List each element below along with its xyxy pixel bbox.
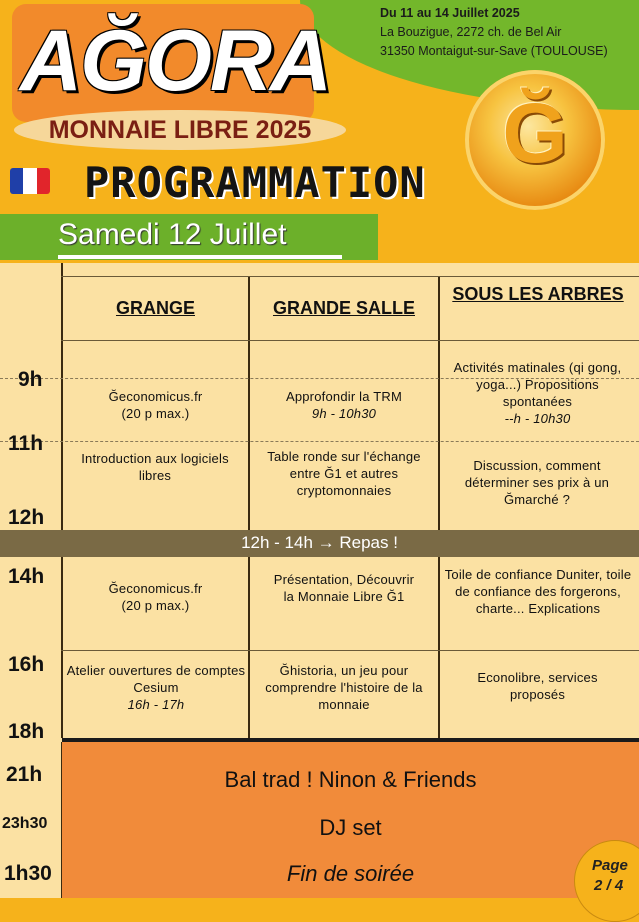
logo-subtitle: MONNAIE LIBRE 2025 xyxy=(48,116,312,144)
session-cell: Ğhistoria, un jeu pour comprendre l'histoire de la monnaie xyxy=(265,663,423,712)
row-divider xyxy=(61,276,639,277)
session-title: Approfondir la TRM xyxy=(285,389,403,404)
hour-label: 21h xyxy=(6,763,43,786)
hour-label: 18h xyxy=(8,720,45,743)
hour-label: 9h xyxy=(18,368,43,391)
session-title: Ğeconomicus.fr xyxy=(108,389,203,404)
hour-guide xyxy=(0,441,639,442)
hour-label: 14h xyxy=(8,565,45,588)
session-title: Activités matinales (qi gong, yoga...) Propositions spontanées xyxy=(453,360,622,409)
row-divider xyxy=(61,340,639,341)
logo-title: AĞORA xyxy=(20,13,331,109)
event-address-line1: La Bouzigue, 2272 ch. de Bel Air xyxy=(380,25,562,39)
hour-label: 16h xyxy=(8,653,45,676)
session-title: Atelier ouvertures de comptes Cesium xyxy=(66,663,246,695)
page-title: PROGRAMMATION xyxy=(84,158,426,207)
evening-divider xyxy=(62,738,639,742)
page-label: Page xyxy=(592,857,628,874)
session-title: Ğeconomicus.fr xyxy=(108,581,203,596)
day-title: Samedi 12 Juillet xyxy=(58,218,287,251)
session-note: (20 p max.) xyxy=(121,598,190,613)
session-cell: Discussion, comment déterminer ses prix à un Ğmarché ? xyxy=(464,458,610,507)
column-header-grande-salle: GRANDE SALLE xyxy=(272,298,415,318)
session-cell xyxy=(440,359,635,427)
evening-event: Fin de soirée xyxy=(286,861,415,886)
session-note: (20 p max.) xyxy=(121,406,190,421)
session-cell: Econolibre, services proposés xyxy=(477,670,598,702)
session-cell: Introduction aux logiciels libres xyxy=(81,451,229,483)
session-cell: Table ronde sur l'échange entre Ğ1 et autres cryptomonnaies xyxy=(267,449,421,498)
row-divider xyxy=(61,650,639,651)
event-address-line2: 31350 Montaigut-sur-Save (TOULOUSE) xyxy=(380,44,608,58)
session-cell xyxy=(250,388,438,422)
hour-label: 12h xyxy=(8,506,45,529)
hour-label: 1h30 xyxy=(4,862,52,885)
session-time: 16h - 17h xyxy=(127,697,185,712)
page-number: 2 / 4 xyxy=(594,877,624,894)
session-cell xyxy=(63,388,248,422)
evening-event: Bal trad ! Ninon & Friends xyxy=(224,767,477,792)
event-info xyxy=(380,4,608,61)
hour-label: 11h xyxy=(8,432,44,455)
event-dates: Du 11 au 14 Juillet 2025 xyxy=(380,6,520,20)
evening-event: DJ set xyxy=(319,815,382,840)
session-cell xyxy=(63,580,248,614)
session-cell xyxy=(66,662,246,713)
session-time: --h - 10h30 xyxy=(504,411,571,426)
column-divider xyxy=(248,557,250,738)
hour-label: 23h30 xyxy=(2,815,48,832)
session-cell: Toile de confiance Duniter, toile de confiance des forgerons, charte... Explications xyxy=(444,567,632,616)
column-header-sous-les-arbres: SOUS LES ARBRES xyxy=(452,284,624,304)
session-cell: Présentation, Découvrir la Monnaie Libre Ğ1 xyxy=(273,572,415,604)
session-time: 9h - 10h30 xyxy=(311,406,377,421)
french-flag-icon xyxy=(10,168,50,194)
g1-coin-glyph: Ğ xyxy=(502,86,568,180)
column-header-grange: GRANGE xyxy=(115,298,195,318)
lunch-label: 12h - 14h → Repas ! xyxy=(241,533,398,552)
day-underline xyxy=(58,255,342,259)
